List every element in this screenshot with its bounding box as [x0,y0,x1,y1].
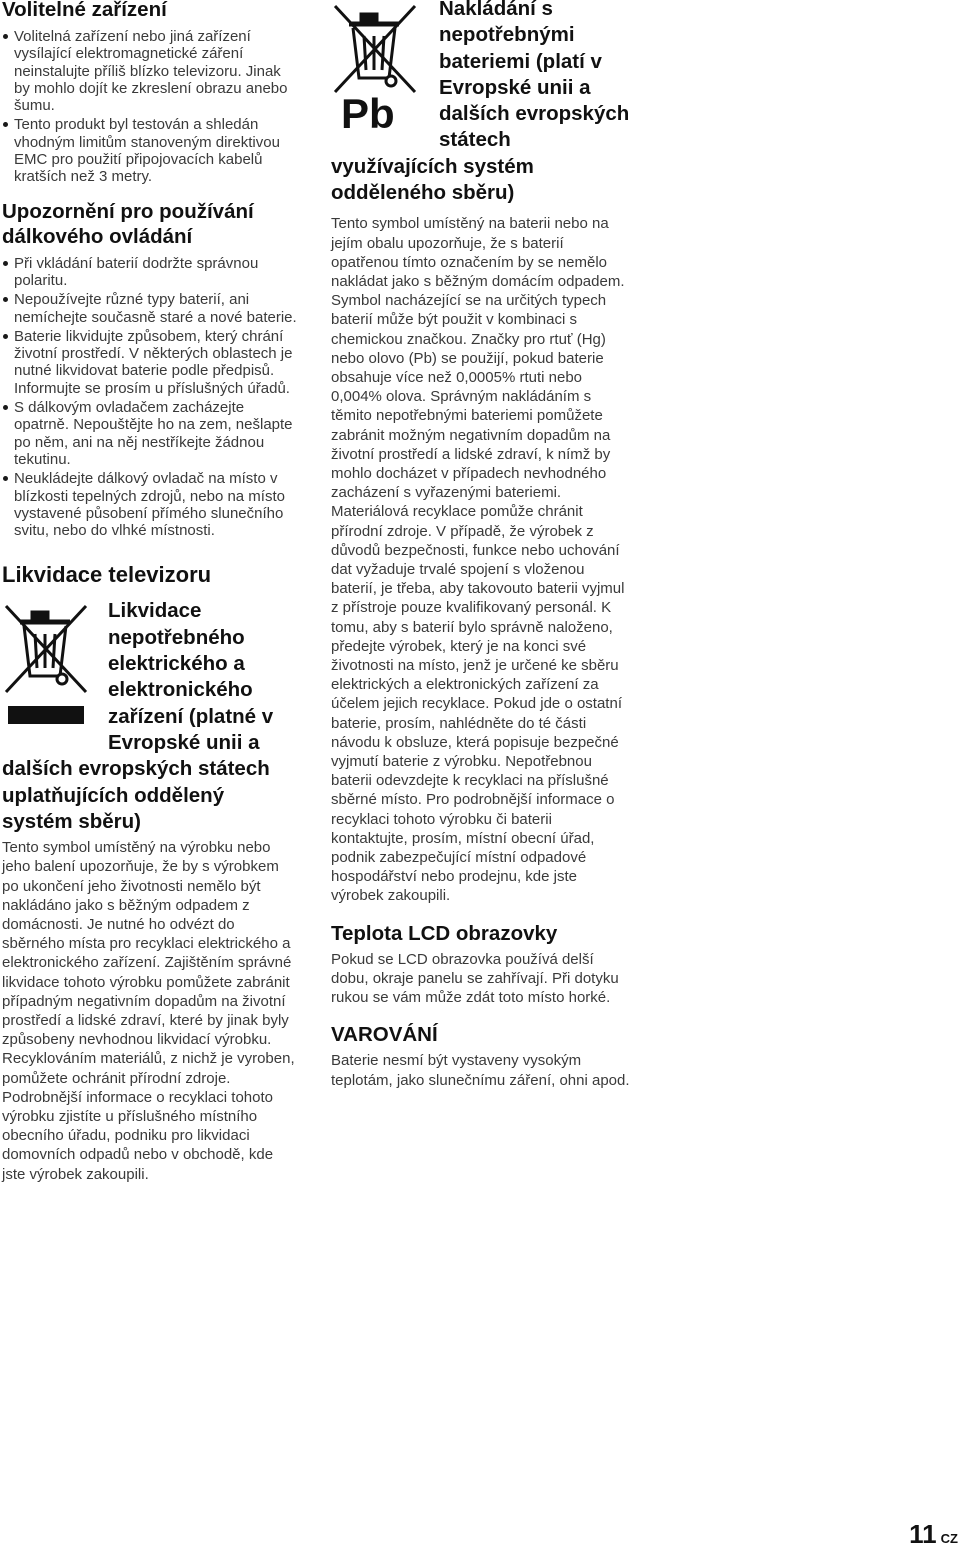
paragraph-baterie: Tento symbol umístěný na baterii nebo na jejím obalu upozorňuje, že s baterií opatřenou tímto označením by se nemělo nakládat jako s běžným domácím odpadem. Symbol nacházející se na určitých typech baterií může být použit v kombinaci s chemickou značkou. Značky pro rtuť (Hg) nebo olovo (Pb) se použijí, pokud baterie obsahuje více než 0,0005% rtuti nebo 0,004% olova. Správným nakládáním s těmito nepotřebnými bateriemi pomůžete zabránit možným negativním dopadům na životní prostředí a lidské zdraví, k nímž by mohlo docházet v případech nevhodného zacházení s vyřazenými bateriemi. Materiálová recyklace pomůže chránit přírodní zdroje. V případě, že výrobek z důvodů bezpečnosti, funkce nebo uchování dat vyžaduje trvalé spojení s vloženou baterií, je třeba, aby takovouto baterii vyjmul z přístroje pouze kvalifikovaný personál. K tomu, aby s baterií bylo správně naloženo, předejte výrobek, který je na konci své životnosti na místo, jenž je určené ke sběru elektrických a elektronických zařízení za účelem jejich recyklace. Pokud jde o ostatní baterie, prosím, nahlédněte do té části návodu k obsluze, která popisuje bezpečné vyjmutí baterie z výrobku. Nepotřebnou baterii odevzdejte k recyklaci na příslušné sběrné místo. Pro podrobnější informace o recyklaci tohoto výrobku či baterii kontaktujte, prosím, místní obecní úřad, podnik zabezpečující místní odpadové hospodářství nebo prodejnu, kde jste výrobek zakoupili. [331,215,625,905]
heading-likvidace-zarizeni: Likvidace nepotřebného elektrického a elektronického zařízení (platné v Evropské unii a dalších evropských státech uplatňujících oddělený systém sběru) [2,599,274,833]
list-item: Při vkládání baterií dodržte správnou polaritu. [2,255,298,290]
weee-block [2,598,298,835]
list-item: Volitelná zařízení nebo jiná zařízení vysílající elektromagnetické záření neinstalujte příliš blízko televizoru. Jinak by mohlo dojít ke zkreslení obrazu anebo šumu. [2,28,298,114]
page-number: 11 [909,1519,937,1549]
heading-teplota-lcd: Teplota LCD obrazovky [331,921,558,945]
crossed-out-wheeled-bin-icon [2,600,88,700]
paragraph-teplota: Pokud se LCD obrazovka používá delší dobu, okraje panelu se zahřívají. Při dotyku rukou se vám může zdát toto místo horké. [331,950,619,1007]
language-code: CZ [940,1531,958,1546]
heading-nakladani-s-bateriemi: Nakládání s nepotřebnými bateriemi (platí v Evropské unii a dalších evropských státech využívajících systém odděleného sběru) [331,0,630,205]
heading-volitelne-zarizeni: Volitelné zařízení [2,0,167,21]
paragraph-varovani: Baterie nesmí být vystaveny vysokým teplotám, jako slunečnímu záření, ohni apod. [331,1052,630,1089]
list-dalkove-ovladani [2,255,298,540]
list-item: Baterie likvidujte způsobem, který chrání životní prostředí. V některých oblastech je nutné likvidovat baterie podle předpisů. Informujte se prosím u příslušných úřadů. [2,328,298,397]
left-column [2,0,298,1184]
list-item: Nepoužívejte různé typy baterií, ani nemíchejte současně staré a nové baterie. [2,291,298,326]
crossed-out-wheeled-bin-pb-icon [331,2,417,98]
heading-likvidace-televizoru: Likvidace televizoru [2,562,212,588]
page-number-block [909,1519,958,1550]
list-item: Neukládejte dálkový ovladač na místo v blízkosti tepelných zdrojů, nebo na místo vystavené působení přímého slunečního svitu, nebo do vlhké místnosti. [2,470,298,539]
heading-varovani: VAROVÁNÍ [331,1023,438,1047]
right-column [331,0,631,1090]
heading-dalkove-ovladani: Upozornění pro používání dálkového ovládání [2,199,254,248]
list-item: S dálkovým ovladačem zacházejte opatrně. Nepouštějte ho na zem, nešlapte po něm, ani na něj nestříkejte žádnou tekutinu. [2,399,298,468]
weee-symbol [2,600,88,738]
weee-underline-bar [8,706,84,724]
battery-block [331,0,631,206]
list-item: Tento produkt byl testován a shledán vhodným limitům stanoveným direktivou EMC pro použití připojovacích kabelů kratších než 3 metry. [2,116,298,185]
paragraph-likvidace: Tento symbol umístěný na výrobku nebo jeho balení upozorňuje, že by s výrobkem po ukončení jeho životnosti nemělo být nakládáno jako s běžným odpadem z domácnosti. Je nutné ho odvézt do sběrného místa pro recyklaci elektrického a elektronického zařízení. Zajištěním správné likvidace tohoto výrobku pomůžete zabránit případným negativním dopadům na životní prostředí a lidské zdraví, které by jinak byly způsobeny nevhodnou likvidací výrobku. Recyklováním materiálů, z nichž je vyroben, pomůžete ochránit přírodní zdroje. Podrobnější informace o recyklaci tohoto výrobku zjistíte u příslušného místního obecního úřadu, podniku pro likvidaci domovních odpadů nebo v obchodě, kde jste výrobek zakoupili. [2,839,295,1183]
list-volitelne-zarizeni [2,28,298,186]
pb-label: Pb [341,90,395,137]
battery-symbol [331,0,417,136]
